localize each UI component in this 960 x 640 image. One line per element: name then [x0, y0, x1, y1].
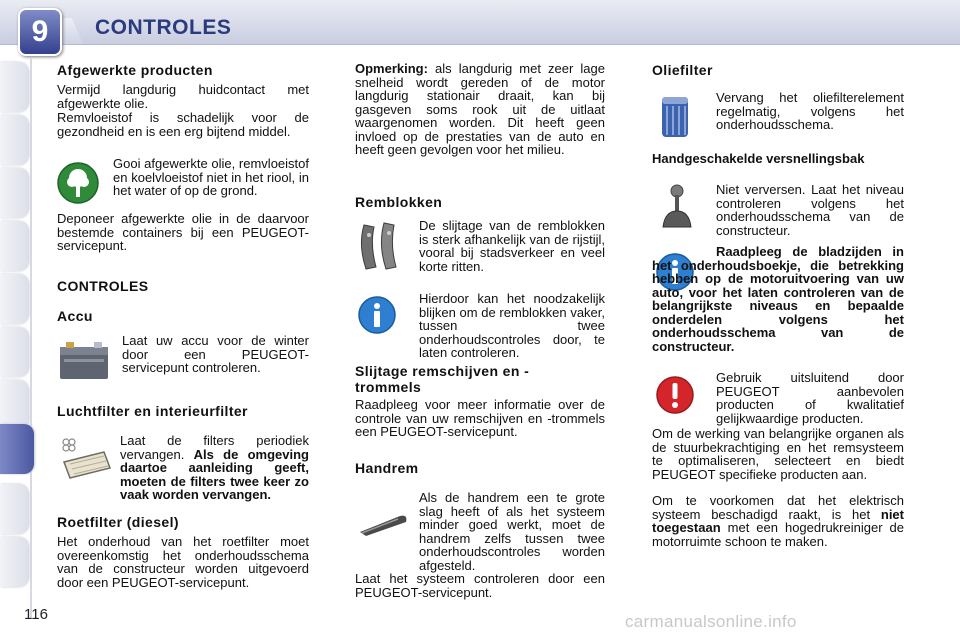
brake-assist-text: Om de werking van belangrijke organen als de stuurbekrachtiging en het remsysteem te optimaliseren, selecteert en biedt PEUGEOT specifieke producten aan. — [652, 426, 904, 482]
environment-tree-icon — [55, 160, 101, 206]
controls-heading: CONTROLES — [57, 278, 149, 294]
filters-text-normal: Laat de filters periodiek vervangen. — [120, 433, 309, 462]
oil-filter-text: Vervang het oliefilterelement regelmatig, volgens het onderhoudsschema. — [716, 90, 904, 132]
info-icon — [357, 295, 397, 335]
brake-pads-info-text: Hierdoor kan het noodzakelijk blijken om de remblokken vaker, tussen twee onderhoudscontroles door, te laten controleren. — [419, 291, 605, 360]
discs-heading: Slijtage remschijven en -trommels — [355, 363, 530, 395]
gear-stick-icon — [653, 182, 697, 234]
handbrake-text: Als de handrem een te grote slag heeft of als het systeem minder goed werkt, moet de handrem zelfs tussen twee onderhoudscontroles worden afgesteld. — [419, 490, 605, 573]
handbrake-text-2: Laat het systeem controleren door een PEUGEOT-servicepunt. — [355, 571, 605, 600]
chapter-tab-1[interactable] — [0, 62, 28, 112]
used-products-text-2: Remvloeistof is schadelijk voor de gezondheid en is een erg bijtend middel. — [57, 110, 309, 139]
chapter-tab-9-active[interactable] — [0, 424, 34, 474]
electric-text-bold: niet toegestaan — [652, 506, 904, 535]
gearbox-text: Niet verversen. Laat het niveau controleren volgens het onderhoudsschema van de constructeur. — [716, 182, 904, 238]
brake-pads-icon — [355, 218, 407, 276]
filters-text — [120, 434, 309, 502]
battery-text: Laat uw accu voor de winter door een PEUGEOT-servicepunt controleren. — [122, 333, 309, 375]
chapter-tab-7[interactable] — [0, 380, 28, 430]
handbrake-heading: Handrem — [355, 460, 419, 476]
brake-pads-text: De slijtage van de remblokken is sterk afhankelijk van de rijstijl, vooral bij stadsverkeer en veel korte ritten. — [419, 218, 605, 274]
remark-label: Opmerking: — [355, 61, 428, 76]
oil-filter-icon — [655, 92, 695, 142]
diesel-heading: Roetfilter (diesel) — [57, 514, 179, 530]
gearbox-heading: Handgeschakelde versnellingsbak — [652, 151, 865, 166]
page-number: 116 — [24, 606, 48, 623]
oil-filter-heading: Oliefilter — [652, 62, 713, 78]
diesel-text: Het onderhoud van het roetfilter moet overeenkomstig het onderhoudsschema van de constructeur worden uitgevoerd door een PEUGEOT-servicepunt. — [57, 534, 309, 590]
warning-exclamation-icon — [655, 375, 695, 415]
page-title: CONTROLES — [95, 16, 232, 39]
filters-heading: Luchtfilter en interieurfilter — [57, 403, 248, 419]
brake-pads-heading: Remblokken — [355, 194, 443, 210]
side-divider — [30, 58, 32, 618]
battery-heading: Accu — [57, 308, 93, 324]
chapter-number: 9 — [18, 8, 62, 56]
used-products-heading: Afgewerkte producten — [57, 62, 213, 78]
discs-text: Raadpleeg voor meer informatie over de controle van uw remschijven en -trommels een PEUGEOT-servicepunt. — [355, 397, 605, 439]
chapter-tab-10[interactable] — [0, 484, 28, 534]
air-filter-icon — [57, 433, 115, 483]
brake-pads-info — [419, 292, 605, 360]
chapter-tab-2[interactable] — [0, 115, 28, 165]
handbrake-lever-icon — [355, 500, 413, 540]
deposit-note: Deponeer afgewerkte olie in de daarvoor bestemde containers bij een PEUGEOT-servicepunt. — [57, 211, 309, 253]
watermark: carmanualsonline.info — [625, 612, 797, 631]
remark-body: als langdurig met zeer lage snelheid wordt gereden of de motor langdurig stationair draait, kan bij gasgeven soms rook uit de uitlaat waargenomen worden. Dit heeft geen invloed op de prestaties van de auto en heeft geen gevolgen voor het milieu. — [355, 61, 605, 157]
used-products-text-1: Vermijd langdurig huidcontact met afgewerkte olie. — [57, 82, 309, 111]
environment-note: Gooi afgewerkte olie, remvloeistof en koelvloeistof niet in het riool, in het water of op de grond. — [113, 156, 309, 198]
remark-text — [355, 62, 605, 157]
consult-text: Raadpleeg de bladzijden in het onderhoudsboekje, die betrekking hebben op de motoruitvoering van uw auto, voor het laten controleren van de belangrijkste niveaus en bepaalde onderdelen volgens het onderhoudsschema van de constructeur. — [652, 244, 904, 354]
chapter-tab-5[interactable] — [0, 274, 28, 324]
electric-text-a: Om te voorkomen dat het elektrisch systeem beschadigd raakt, is het — [652, 493, 904, 522]
battery-icon — [55, 335, 113, 385]
chapter-tab-3[interactable] — [0, 168, 28, 218]
electric-text-b: met een hogedrukreiniger de motorruimte schoon te maken. — [652, 520, 904, 549]
products-text: Gebruik uitsluitend door PEUGEOT aanbevolen producten of kwalitatief gelijkwaardige producten. — [716, 370, 904, 426]
electric-text — [652, 494, 904, 548]
chapter-tab-11[interactable] — [0, 537, 28, 587]
filters-text-bold: Als de omgeving daartoe aanleiding geeft, moeten de filters twee keer zo vaak worden vervangen. — [120, 446, 309, 502]
chapter-tab-6[interactable] — [0, 327, 28, 377]
chapter-tab-4[interactable] — [0, 221, 28, 271]
